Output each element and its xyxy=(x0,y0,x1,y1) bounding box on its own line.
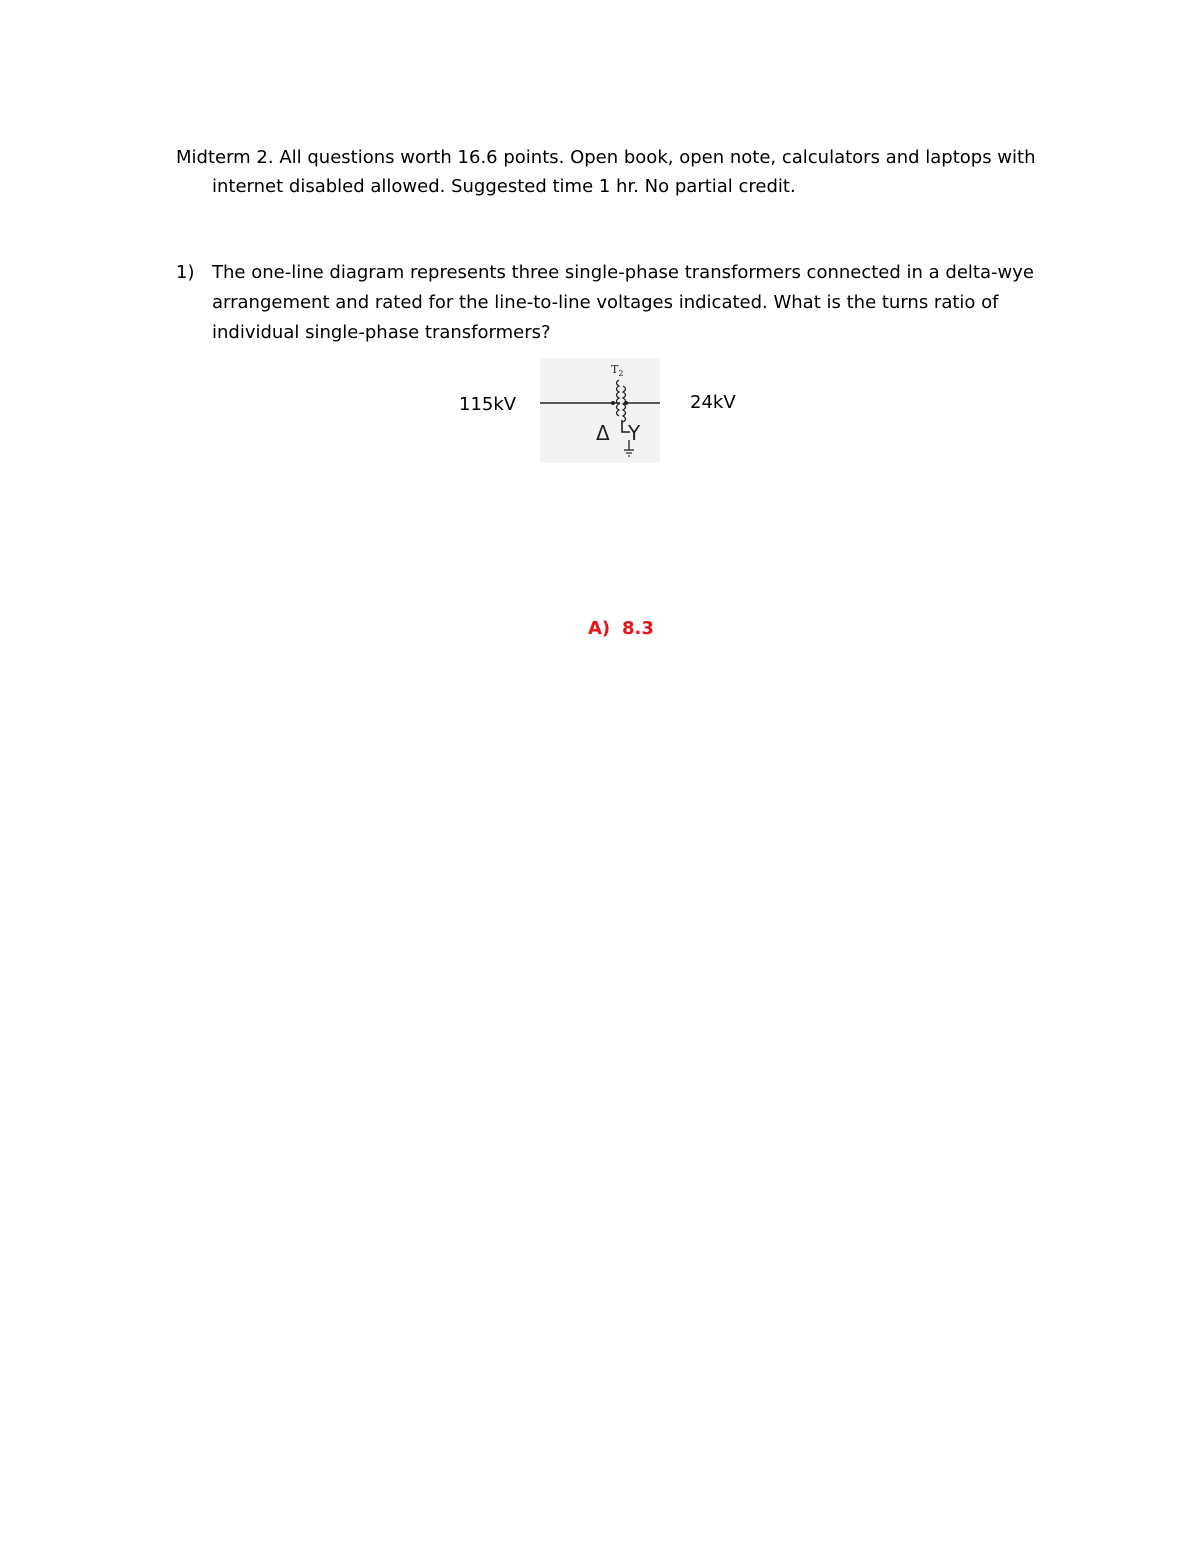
primary-winding xyxy=(617,380,620,416)
wye-symbol: Y xyxy=(628,421,641,445)
answer-value: 8.3 xyxy=(622,618,654,639)
exam-instructions: Midterm 2. All questions worth 16.6 points. Open book, open note, calculators and laptops with internet disabled allowed. Suggested time 1 hr. No partial credit. xyxy=(176,147,1036,197)
transformer-label: $T_2$ xyxy=(611,363,624,378)
question-text: The one-line diagram represents three single-phase transformers connected in a delta-wye arrangement and rated for the line-to-line voltages indicated. What is the turns ratio of individual single-phase transformers? xyxy=(212,262,1034,343)
delta-symbol: Δ xyxy=(596,421,610,445)
primary-voltage-label: 115kV xyxy=(459,394,517,415)
answer-option: A) xyxy=(588,618,611,639)
answer xyxy=(588,617,654,641)
secondary-voltage-label: 24kV xyxy=(690,392,736,413)
transformer-one-line-diagram xyxy=(540,358,660,463)
question-number: 1) xyxy=(176,262,195,283)
question-1 xyxy=(176,258,1036,348)
